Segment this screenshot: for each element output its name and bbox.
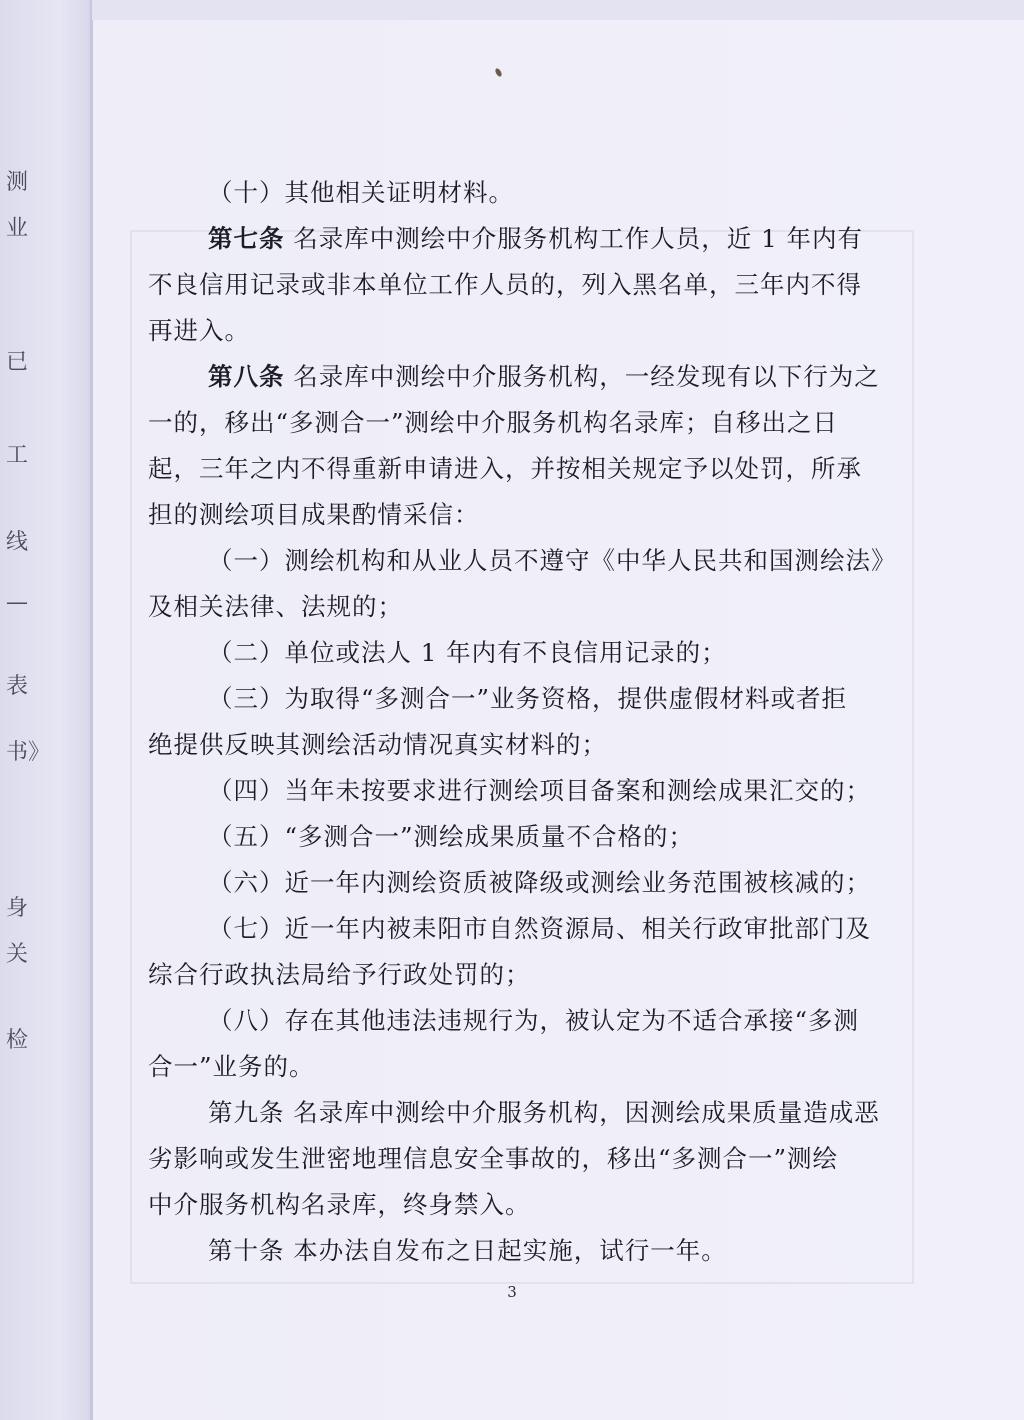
line-text: 综合行政执法局给予行政处罚的； xyxy=(148,960,531,989)
line-text: （八）存在其他违法违规行为，被认定为不适合承接“多测 xyxy=(208,1006,860,1035)
text-line xyxy=(148,1044,918,1090)
text-line xyxy=(148,170,918,216)
text-line xyxy=(148,216,918,262)
text-line xyxy=(148,262,918,308)
text-line xyxy=(148,1228,918,1274)
line-text: 名录库中测绘中介服务机构工作人员，近 1 年内有 xyxy=(284,224,863,253)
line-text: 绝提供反映其测绘活动情况真实材料的； xyxy=(148,730,607,759)
line-text: 第九条 名录库中测绘中介服务机构，因测绘成果质量造成恶 xyxy=(208,1098,880,1127)
text-line xyxy=(148,676,918,722)
margin-char: 表 xyxy=(6,674,29,699)
text-line xyxy=(148,952,918,998)
text-line xyxy=(148,906,918,952)
margin-char: 已 xyxy=(6,350,29,375)
text-line xyxy=(148,1090,918,1136)
margin-char: 检 xyxy=(6,1028,29,1053)
text-line xyxy=(148,538,918,584)
text-line xyxy=(148,400,918,446)
line-text: （四）当年未按要求进行测绘项目备案和测绘成果汇交的； xyxy=(208,776,871,805)
line-text: 起，三年之内不得重新申请进入，并按相关规定予以处罚，所承 xyxy=(148,454,862,483)
binding-gutter xyxy=(0,0,92,1420)
text-line xyxy=(148,630,918,676)
margin-char: 身 xyxy=(6,896,29,921)
line-text: 担的测绘项目成果酌情采信： xyxy=(148,500,480,529)
text-line xyxy=(148,768,918,814)
margin-char: 线 xyxy=(6,530,29,555)
text-line xyxy=(148,584,918,630)
top-edge xyxy=(92,0,1024,20)
text-line xyxy=(148,446,918,492)
margin-char: 测 xyxy=(6,170,29,195)
text-line xyxy=(148,1182,918,1228)
line-text: （七）近一年内被耒阳市自然资源局、相关行政审批部门及 xyxy=(208,914,871,943)
line-text: （五）“多测合一”测绘成果质量不合格的； xyxy=(208,822,695,851)
text-line xyxy=(148,354,918,400)
line-text: 及相关法律、法规的； xyxy=(148,592,403,621)
line-text: 合一”业务的。 xyxy=(148,1052,315,1081)
line-text: 名录库中测绘中介服务机构，一经发现有以下行为之 xyxy=(284,362,880,391)
line-text: （六）近一年内测绘资质被降级或测绘业务范围被核减的； xyxy=(208,868,871,897)
text-line xyxy=(148,814,918,860)
line-text: 中介服务机构名录库，终身禁入。 xyxy=(148,1190,531,1219)
page-number: 3 xyxy=(507,1283,517,1301)
line-text: 再进入。 xyxy=(148,316,250,345)
line-text: 一的，移出“多测合一”测绘中介服务机构名录库；自移出之日 xyxy=(148,408,839,437)
margin-char: 书》 xyxy=(6,740,51,765)
line-text: 不良信用记录或非本单位工作人员的，列入黑名单，三年内不得 xyxy=(148,270,862,299)
document-body xyxy=(148,170,918,1274)
line-text: （三）为取得“多测合一”业务资格，提供虚假材料或者拒 xyxy=(208,684,848,713)
article-heading: 第八条 xyxy=(208,362,285,391)
line-text: （十）其他相关证明材料。 xyxy=(208,178,514,207)
margin-char: 工 xyxy=(6,443,29,468)
margin-char: — xyxy=(6,590,28,615)
margin-char: 关 xyxy=(6,942,29,967)
text-line xyxy=(148,492,918,538)
page-fold xyxy=(90,0,93,1420)
line-text: 劣影响或发生泄密地理信息安全事故的，移出“多测合一”测绘 xyxy=(148,1144,839,1173)
text-line xyxy=(148,860,918,906)
line-text: （一）测绘机构和从业人员不遵守《中华人民共和国测绘法》 xyxy=(208,546,897,575)
article-heading: 第七条 xyxy=(208,224,285,253)
text-line xyxy=(148,722,918,768)
line-text: （二）单位或法人 1 年内有不良信用记录的； xyxy=(208,638,727,667)
margin-char: 业 xyxy=(6,216,29,241)
dust-speck xyxy=(494,67,503,77)
text-line xyxy=(148,998,918,1044)
text-line xyxy=(148,1136,918,1182)
line-text: 第十条 本办法自发布之日起实施，试行一年。 xyxy=(208,1236,727,1265)
text-line xyxy=(148,308,918,354)
